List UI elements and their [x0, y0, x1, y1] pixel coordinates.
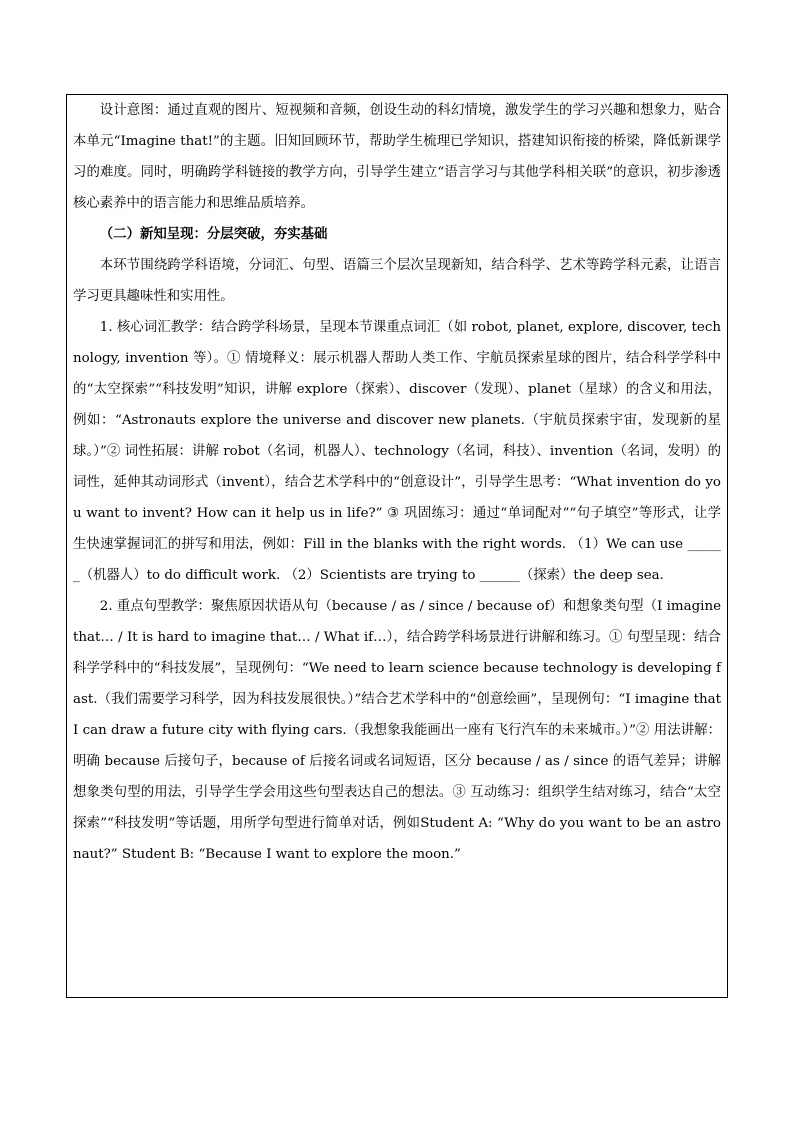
vocabulary-teaching-paragraph: 1. 核心词汇教学：结合跨学科场景，呈现本节课重点词汇（如 robot, planet, explore, discover, technology, invention 等）。① 情境释义：展示机器人帮助人类工作、宇航员探索星球的图片，结合科学学科中的“太空探索”“科技发明”知识，讲解 explore（探索）、discover（发现）、planet（星球）的含义和用法，例如：“Astronauts explore the universe and discover new planets.（宇航员探索宇宙，发现新的星球。）”② 词性拓展：讲解 robot（名词，机器人）、technology（名词，科技）、invention（名词，发明）的词性，延伸其动词形式（invent），结合艺术学科中的“创意设计”，引导学生思考：“What invention do you want to invent? How can it help us in life?” ③ 巩固练习：通过“单词配对”“句子填空”等形式，让学生快速掌握词汇的拼写和用法，例如：Fill in the blanks with the right words. （1）We can use ______（机器人）to do difficult work. （2）Scientists are trying to ______（探索）the deep sea.: [73, 320, 721, 583]
lesson-plan-table-cell: [66, 94, 728, 998]
design-intent-paragraph: 设计意图：通过直观的图片、短视频和音频，创设生动的科幻情境，激发学生的学习兴趣和想象力，贴合本单元“Imagine that!”的主题。旧知回顾环节，帮助学生梳理已学知识，搭建知识衔接的桥梁，降低新课学习的难度。同时，明确跨学科链接的教学方向，引导学生建立“语言学习与其他学科相关联”的意识，初步渗透核心素养中的语言能力和思维品质培养。: [73, 103, 721, 211]
sentence-teaching-paragraph: 2. 重点句型教学：聚焦原因状语从句（because / as / since / because of）和想象类句型（I imagine that… / It is hard to imagine that… / What if…），结合跨学科场景进行讲解和练习。① 句型呈现：结合科学学科中的“科技发展”，呈现例句：“We need to learn science because technology is developing fast.（我们需要学习科学，因为科技发展很快。）”结合艺术学科中的“创意绘画”，呈现例句：“I imagine that I can draw a future city with flying cars.（我想象我能画出一座有飞行汽车的未来城市。）”② 用法讲解：明确 because 后接句子，because of 后接名词或名词短语，区分 because / as / since 的语气差异；讲解想象类句型的用法，引导学生学会用这些句型表达自己的想法。③ 互动练习：组织学生结对练习，结合“太空探索”“科技发明”等话题，用所学句型进行简单对话，例如Student A: “Why do you want to be an astronaut?” Student B: “Because I want to explore the moon.”: [73, 599, 721, 862]
section-intro-paragraph: 本环节围绕跨学科语境，分词汇、句型、语篇三个层次呈现新知，结合科学、艺术等跨学科元素，让语言学习更具趣味性和实用性。: [73, 258, 721, 304]
section-heading: （二）新知呈现：分层突破，夯实基础: [99, 226, 328, 242]
